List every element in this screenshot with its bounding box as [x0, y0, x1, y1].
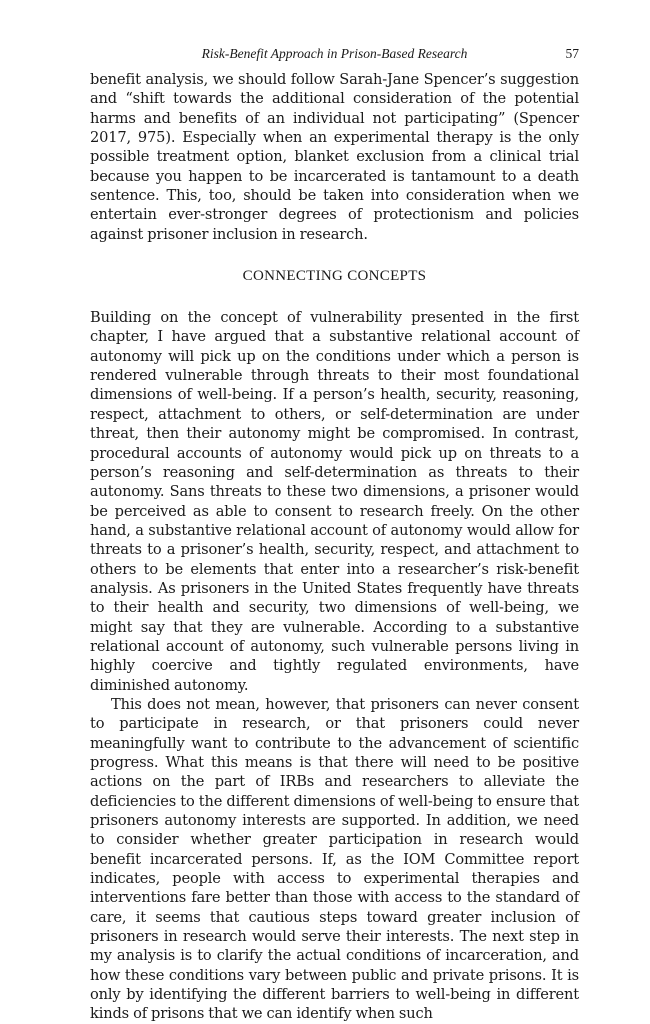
section-paragraph-2: This does not mean, however, that prisoners can never consent to participate in research, or that prisoners could never meaningfully want to contribute to the advancement of scientific progress. What this means is that there will need to be positive actions on the part of IRBs and researchers to alleviate the deficiencies to the different dimensions of well-being to ensure that prisoners autonomy interests are supported. In addition, we need to consider whether greater participation in research would benefit incarcerated persons. If, as the IOM Committee report indicates, people with access to experimental therapies and interventions fare better than those with access to the standard of care, it seems that cautious steps toward greater inclusion of prisoners in research would serve their interests. The next step in my analysis is to clarify the actual conditions of incarceration, and how these conditions vary between public and private prisons. It is only by identifying the different barriers to well-being in different kinds of prisons that we can identify when such [90, 695, 579, 1023]
section-paragraph-1: Building on the concept of vulnerability presented in the first chapter, I have argued that a substantive relational account of autonomy will pick up on the conditions under which a person is rendered vulnerable through threats to their most foundational dimensions of well-being. If a person’s health, security, reasoning, respect, attachment to others, or self-determination are under threat, then their autonomy might be compromised. In contrast, procedural accounts of autonomy would pick up on threats to a person’s reasoning and self-determination as threats to their autonomy. Sans threats to these two dimensions, a prisoner would be perceived as able to consent to research freely. On the other hand, a substantive relational account of autonomy would allow for threats to a prisoner’s health, security, respect, and attachment to others to be elements that enter into a researcher’s risk-benefit analysis. As prisoners in the United States frequently have threats to their health and security, two dimensions of well-being, we might say that they are vulnerable. According to a substantive relational account of autonomy, such vulnerable persons living in highly coercive and tightly regulated environments, have diminished autonomy. [90, 309, 579, 694]
running-title: Risk-Benefit Approach in Prison-Based Research [201, 46, 468, 61]
page-number: 57 [565, 46, 579, 61]
book-page [90, 46, 579, 1024]
running-header [90, 46, 579, 70]
paragraph-continued: benefit analysis, we should follow Sarah-Jane Spencer’s suggestion and “shift towards the additional consideration of the potential harms and benefits of an individual not participating” (Spencer 2017, 975). Especially when an experimental therapy is the only possible treatment option, blanket exclusion from a clinical trial because you happen to be incarcerated is tantamount to a death sentence. This, too, should be taken into consideration when we entertain ever-stronger degrees of protectionism and policies against prisoner inclusion in research. [90, 71, 579, 243]
section-heading: CONNECTING CONCEPTS [242, 268, 427, 285]
